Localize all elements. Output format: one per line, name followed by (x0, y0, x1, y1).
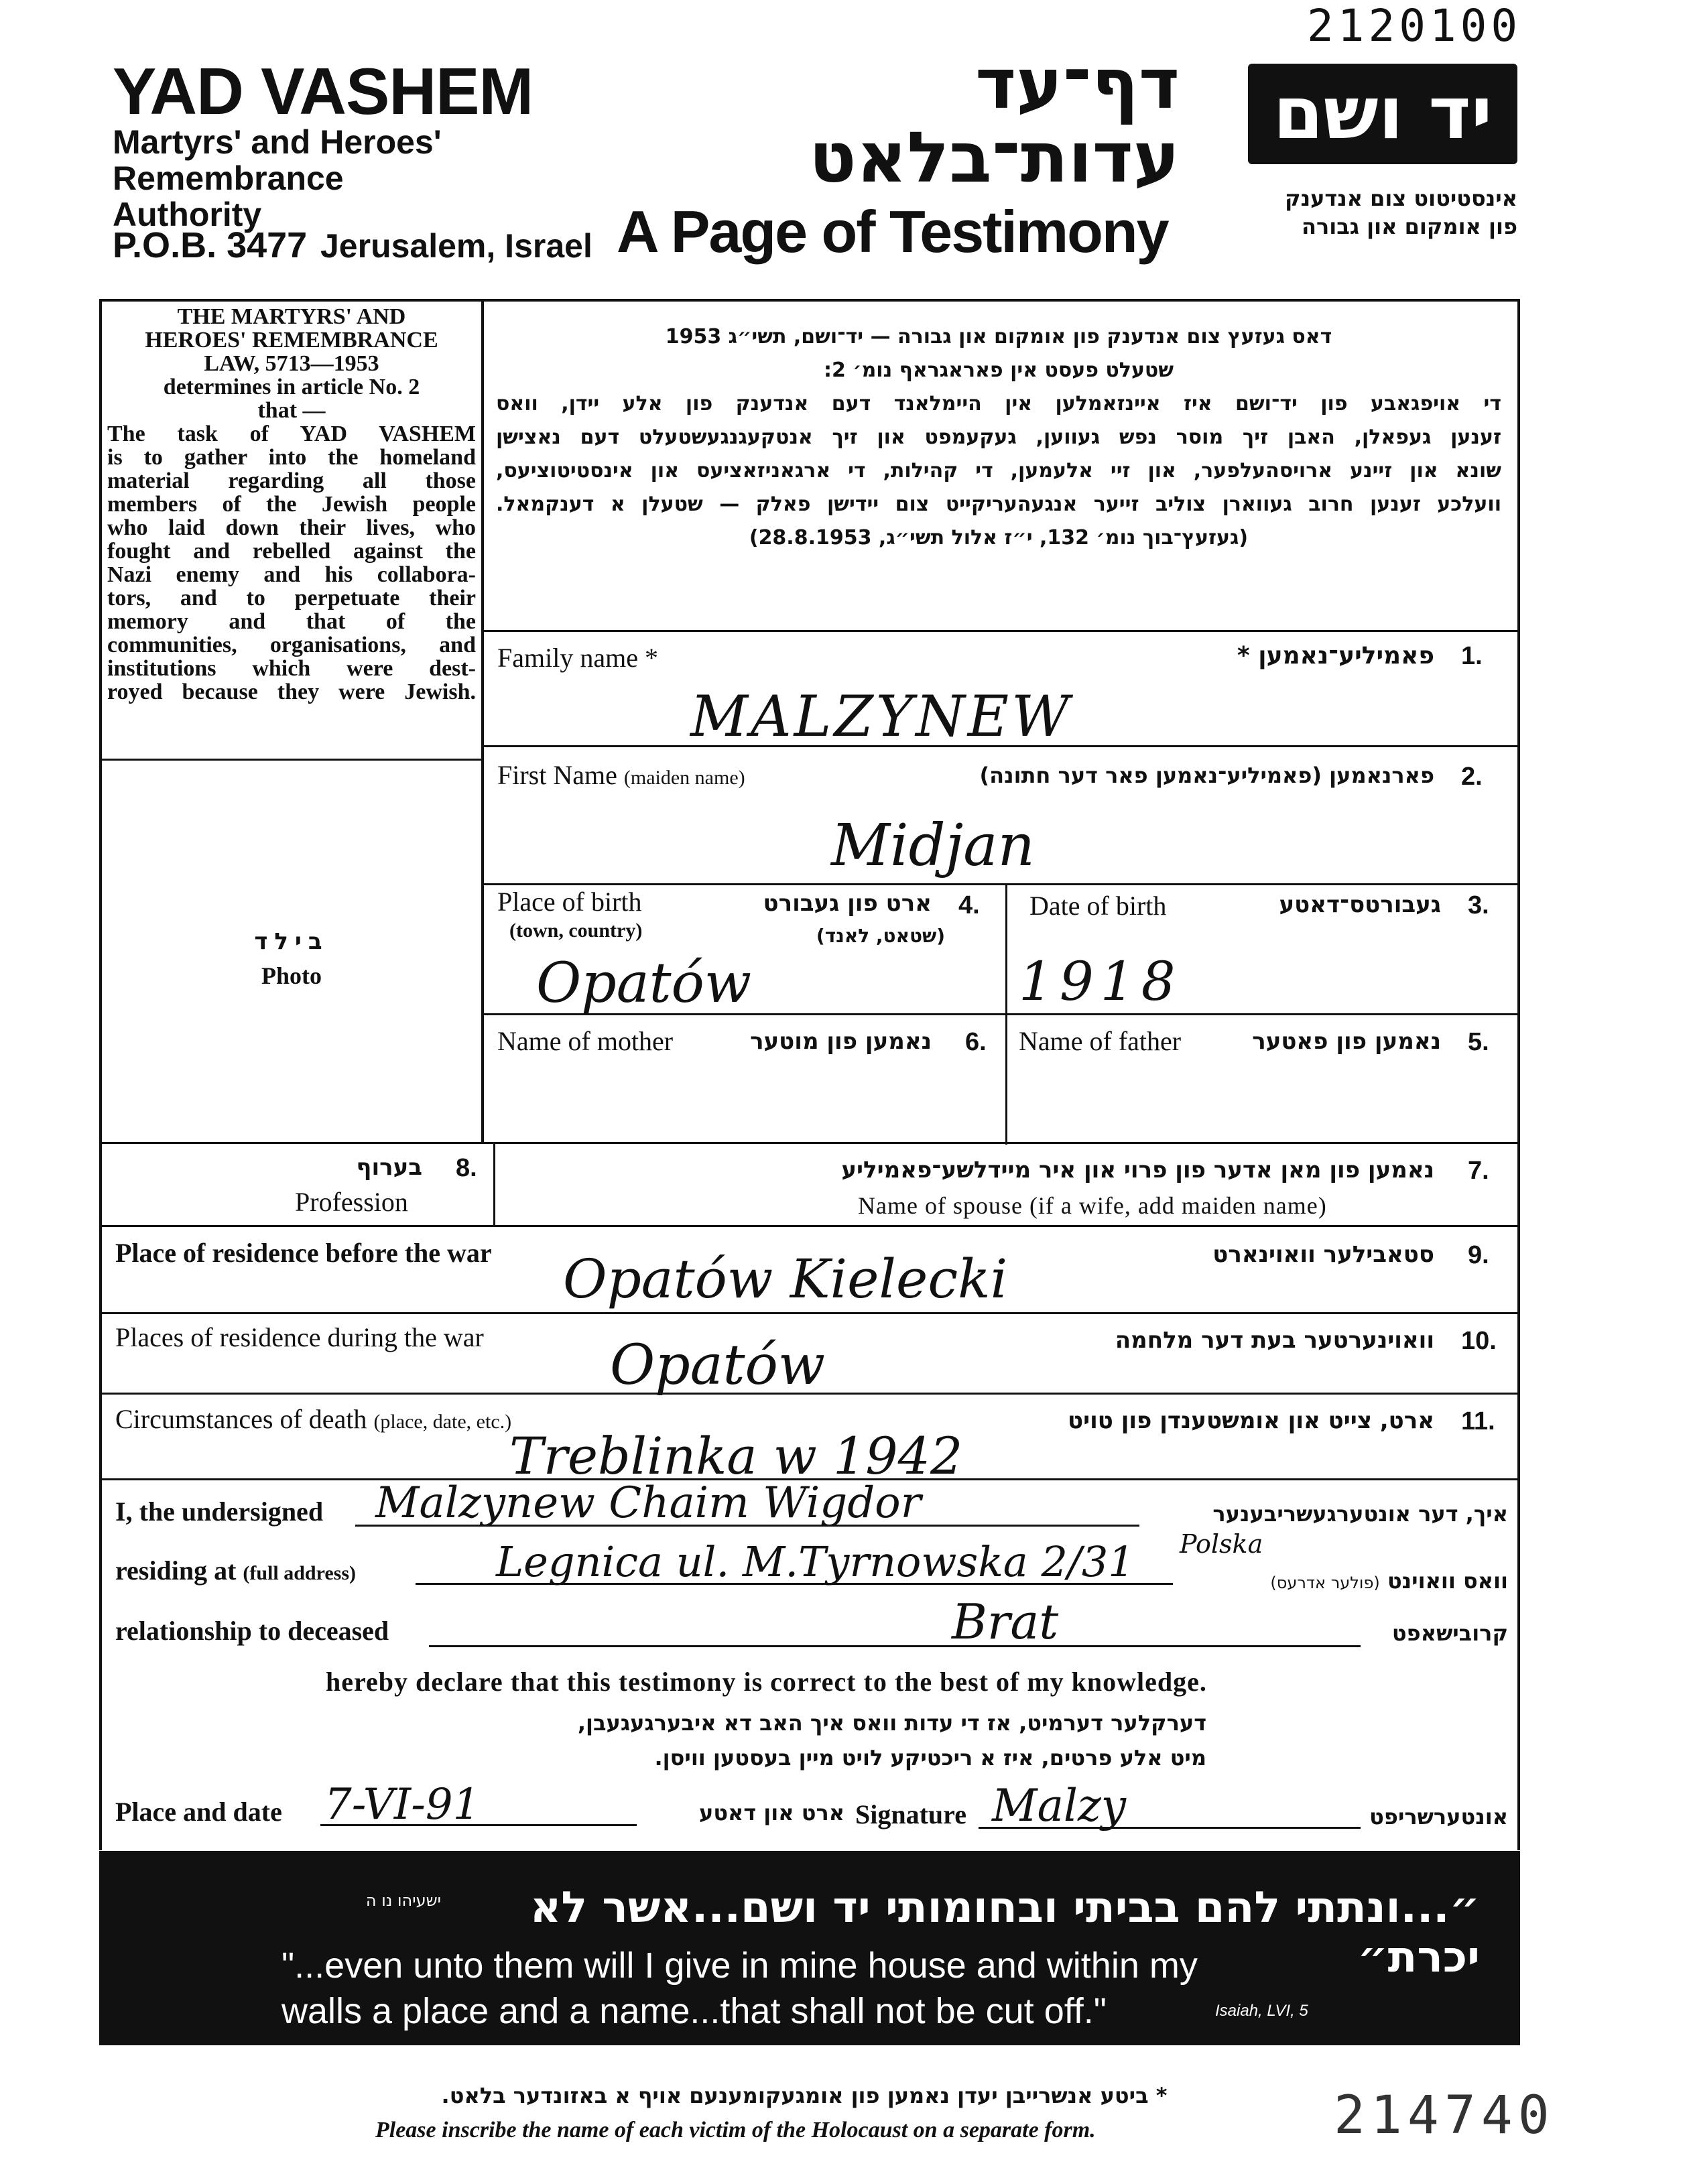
death-num: 11. (1461, 1407, 1495, 1435)
law-line-3: LAW, 5713—1953 (204, 351, 379, 376)
law-body-line: The task of YAD VASHEM (107, 422, 476, 446)
law-body-line: institutions which were dest- (107, 656, 476, 681)
family-name-num: 1. (1461, 642, 1483, 670)
residing-label-yi-text: וואס וואוינט (1387, 1568, 1508, 1594)
residence-before-value: Opatów Kielecki (563, 1248, 1008, 1310)
first-name-label (497, 759, 745, 791)
undersigned-label: I, the undersigned (115, 1496, 324, 1527)
profession-label: Profession (295, 1187, 408, 1217)
place-of-birth-label: Place of birth (497, 887, 642, 917)
org-name: YAD VASHEM (113, 54, 534, 128)
quote-hebrew-ref: ישעיהו נו ה (365, 1891, 441, 1910)
residence-during-value: Opatów (610, 1334, 826, 1397)
first-name-num: 2. (1461, 763, 1483, 791)
first-name-value: Midjan (831, 812, 1035, 879)
row-divider (481, 630, 1519, 632)
relationship-label-yi: קרובישאפט (1391, 1620, 1508, 1646)
law-yiddish (496, 320, 1501, 555)
place-of-birth-value: Opatów (536, 952, 752, 1015)
death-label (115, 1403, 511, 1435)
archive-number-top: 2120100 (1307, 0, 1522, 52)
quote-banner (99, 1851, 1520, 2045)
place-of-birth-note: (town, country) (509, 919, 643, 942)
logo-text: יד ושם (1273, 72, 1493, 155)
declaration-en: hereby declare that this testimony is correct to the best of my knowledge. (326, 1667, 1207, 1697)
row-divider (99, 1225, 1520, 1227)
death-label-yi: ארט, צייט און אומשטענדן פון טויט (1067, 1407, 1434, 1434)
law-body-line: tors, and to perpetuate their (107, 586, 476, 611)
spouse-label-yi: נאמען פון מאן אדער פון פרוי און איר מיידלשע־פאמיליע (841, 1157, 1434, 1183)
signature-label: Signature (855, 1799, 966, 1829)
yad-vashem-logo (1248, 64, 1517, 164)
residing-label (115, 1555, 356, 1586)
law-yiddish-line: (געזעץ־בוך נומ׳ 132, י״ז אלול תשי״ג, 28.8.1953) (749, 526, 1249, 550)
law-line-4: determines in article No. 2 (163, 375, 420, 399)
declaration-yi-2: מיט אלע פרטים, איז א ריכטיקע לויט מיין בעסטען וויסן. (654, 1745, 1206, 1771)
residing-value: Legnica ul. M.Tyrnowska 2/31 (496, 1537, 1135, 1586)
family-name-label: Family name * (497, 643, 658, 673)
law-yiddish-line: וועלכע זענען חרוב געווארן צוליב זייער אנגעהעריקייט צום יידישן פאלק — שטעלן א דענקמאל. (496, 493, 1501, 516)
first-name-label-yi: פארנאמען (פאמיליע־נאמען פאר דער חתונה) (979, 763, 1434, 788)
profession-num: 8. (456, 1154, 477, 1182)
residence-during-num: 10. (1461, 1327, 1497, 1355)
law-body-line: fought and rebelled against the (107, 539, 476, 564)
logo-sub-2: פון אומקום און גבורה (1301, 214, 1517, 239)
left-column-divider (481, 299, 484, 1143)
residence-before-label-yi: סטאבילער וואוינארט (1212, 1241, 1434, 1268)
place-date-label: Place and date (115, 1797, 282, 1827)
org-line-3: Authority (113, 196, 262, 233)
law-body-line: material regarding all those (107, 468, 476, 493)
org-line-1: Martyrs' and Heroes' (113, 123, 442, 161)
pob: P.O.B. 3477 (113, 225, 308, 265)
residing-label-yi (1186, 1568, 1508, 1594)
city: Jerusalem, Israel (320, 227, 592, 265)
page-title: A Page of Testimony (617, 198, 1168, 265)
quote-english-1: "...even unto them will I give in mine house and within my (281, 1945, 1198, 1986)
death-value: Treblinka w 1942 (509, 1426, 963, 1486)
column-divider (493, 1142, 495, 1226)
yiddish-title-1: דף־עד (975, 43, 1180, 125)
residence-before-num: 9. (1468, 1241, 1489, 1269)
law-yiddish-line: שטעלט פעסט אין פאראגראף נומ׳ 2: (823, 359, 1174, 382)
quote-english-ref: Isaiah, LVI, 5 (1215, 2002, 1308, 2020)
row-divider (99, 1142, 1520, 1144)
place-of-birth-num: 4. (958, 891, 980, 919)
relationship-line (429, 1645, 1361, 1647)
law-body-line: royed because they were Jewish. (107, 680, 476, 704)
mother-num: 6. (965, 1028, 987, 1056)
logo-sub-1: אינסטיטוט צום אנדענק (1285, 186, 1517, 211)
law-body-line: memory and that of the (107, 609, 476, 634)
residing-label-text: residing at (115, 1555, 237, 1586)
first-name-label-note: (maiden name) (623, 767, 745, 789)
place-date-value: 7-VI-91 (324, 1780, 481, 1829)
spouse-num: 7. (1468, 1157, 1489, 1185)
law-yiddish-line: זענען געפאלן, האבן זיך מוסר נפש געווען, געקעמפט און זיך אנטקעגנגעשטעלט דעם נאצישן (496, 426, 1501, 449)
signature-label-yi: אונטערשריפט (1369, 1804, 1508, 1829)
form-top-border (99, 299, 1520, 302)
residing-label-yi-note: (פולער אדרעס) (1270, 1573, 1380, 1592)
law-line-2: HEROES' REMEMBRANCE (145, 328, 438, 352)
residing-label-note: (full address) (243, 1562, 357, 1584)
org-line-2: Remembrance (113, 159, 344, 197)
law-yiddish-line: די אויפגאבע פון יד־ושם איז איינזאמלען אין היימלאנד דעם אנדענק פון אלע יידן, וואס (496, 392, 1501, 415)
mother-label: Name of mother (497, 1026, 674, 1056)
mother-label-yi: נאמען פון מוטער (750, 1028, 932, 1055)
relationship-value: Brat (952, 1594, 1059, 1650)
law-body-line: communities, organisations, and (107, 633, 476, 657)
row-divider (481, 883, 1519, 885)
footer-yiddish: * ביטע אנשרייבן יעדן נאמען פון אומגעקומענעם אויף א באזונדער בלאט. (441, 2083, 1168, 2108)
law-line-5: that — (257, 398, 326, 423)
logo-subtitle (1206, 184, 1517, 241)
place-date-label-yi: ארט און דאטע (699, 1800, 844, 1825)
archive-number-bottom: 214740 (1334, 2085, 1555, 2146)
law-yiddish-line: שונא און זיינע ארויסהעלפער, און זיי אלעמען, די קהילות, די ארגאניזאציעס און אינסטיטוציעס, (496, 459, 1501, 483)
residence-before-label: Place of residence before the war (115, 1238, 492, 1268)
death-label-note: (place, date, etc.) (373, 1411, 512, 1433)
profession-label-yi: בערוף (356, 1154, 422, 1181)
date-of-birth-label: Date of birth (1029, 891, 1167, 921)
death-label-text: Circumstances of death (115, 1404, 367, 1434)
form-right-border (1517, 299, 1520, 1850)
law-photo-divider (99, 759, 483, 761)
law-body-line: Nazi enemy and his collabora- (107, 562, 476, 587)
residence-during-label: Places of residence during the war (115, 1322, 484, 1352)
law-yiddish-line: דאס געזעץ צום אנדענק פון אומקום און גבורה — יד־ושם, תשי״ג 1953 (665, 325, 1332, 348)
father-label-yi: נאמען פון פאטער (1252, 1028, 1441, 1055)
quote-hebrew: ״...ונתתי להם בביתי ובחומותי יד ושם...אשר לא יכרת״ (529, 1883, 1480, 1982)
declaration-yi-1: דערקלער דערמיט, אז די עדות וואס איך האב דא איבערגעגעבן, (577, 1710, 1206, 1736)
relationship-label: relationship to deceased (115, 1616, 389, 1646)
date-of-birth-num: 3. (1468, 891, 1489, 919)
date-of-birth-label-yi: געבורטס־דאטע (1279, 891, 1441, 918)
undersigned-value: Malzynew Chaim Wigdor (375, 1478, 922, 1528)
footer-english: Please inscribe the name of each victim of the Holocaust on a separate form. (375, 2118, 1096, 2142)
photo-label: Photo (261, 962, 322, 989)
signature-value: Malzy (992, 1780, 1127, 1832)
quote-english-2: walls a place and a name...that shall not be cut off." (281, 1991, 1107, 2031)
row-divider (99, 1312, 1520, 1314)
law-body-line: is to gather into the homeland (107, 445, 476, 470)
father-num: 5. (1468, 1028, 1489, 1056)
family-name-value: MALZYNEW (690, 684, 1072, 749)
place-of-birth-label-yi: ארט פון געבורט (763, 890, 932, 917)
law-box (107, 305, 476, 704)
photo-yiddish: בילד (254, 928, 329, 955)
yiddish-title-2: עדות־בלאט (808, 117, 1180, 198)
law-body-line: who laid down their lives, who (107, 515, 476, 540)
org-description (113, 124, 442, 233)
residence-during-label-yi: וואוינערטער בעת דער מלחמה (1115, 1327, 1434, 1354)
place-of-birth-label-yi-note: (שטאט, לאנד) (816, 925, 945, 947)
spouse-label: Name of spouse (if a wife, add maiden name) (858, 1192, 1327, 1219)
form-left-border (99, 299, 102, 1850)
law-body-line: members of the Jewish people (107, 492, 476, 517)
law-line-1: THE MARTYRS' AND (177, 304, 406, 329)
first-name-label-text: First Name (497, 760, 617, 790)
undersigned-label-yi: איך, דער אונטערגעשריבענער (1212, 1501, 1508, 1527)
father-label: Name of father (1019, 1026, 1182, 1056)
date-of-birth-value: 1918 (1019, 950, 1182, 1013)
residing-country: Polska (1180, 1529, 1263, 1559)
family-name-label-yi: פאמיליע־נאמען * (1237, 642, 1434, 669)
